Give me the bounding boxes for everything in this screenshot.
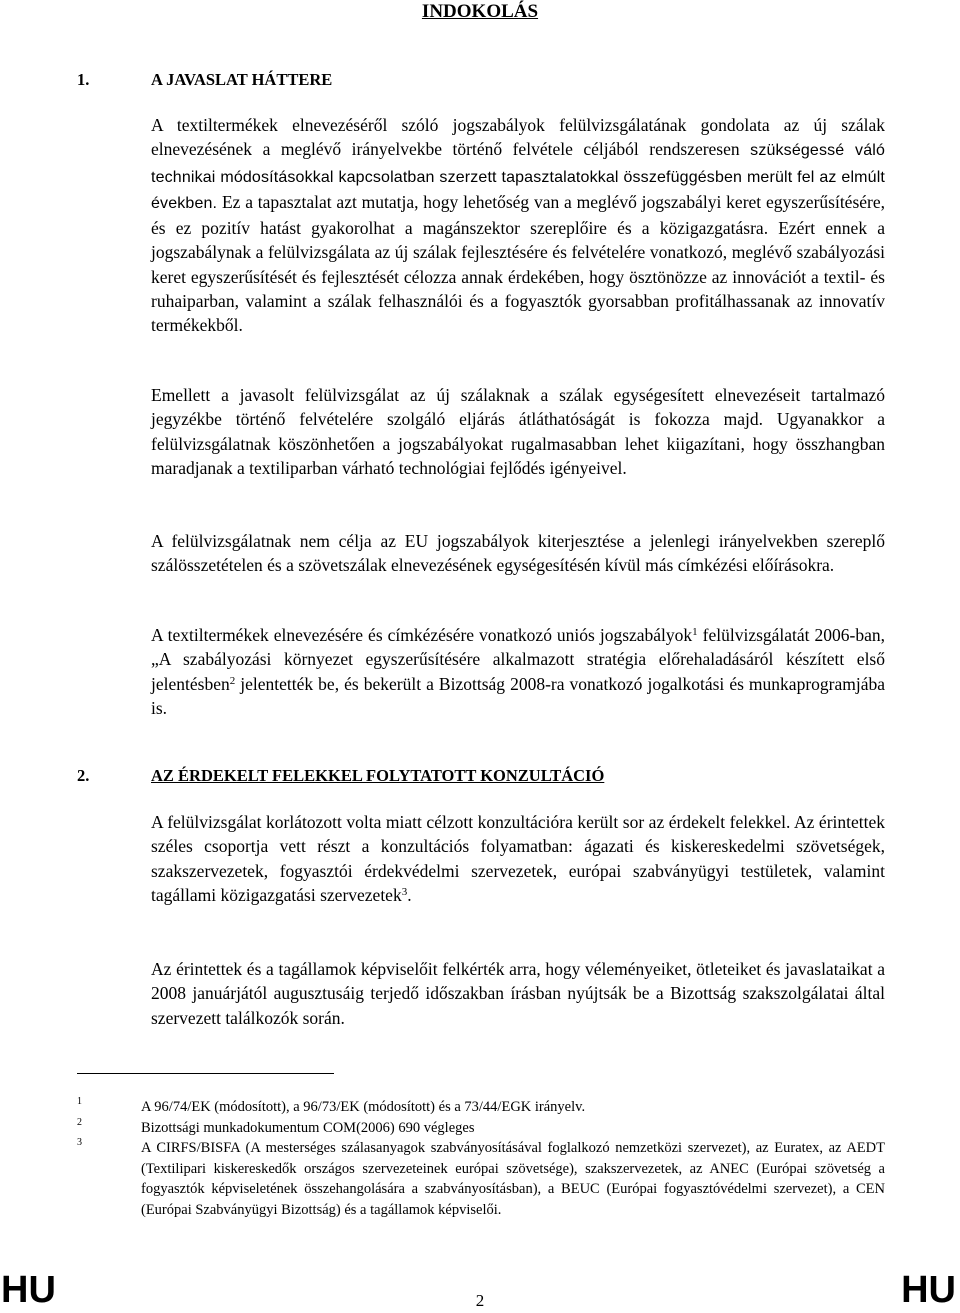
paragraph-1-end: Ez a tapasztalat azt mutatja, hogy lehetőség van a meglévő jogszabályi keret egyszerűsítésére, és ez pozitív hatást gyakorolhat a magánszektor szereplőire és a közigazgatásra. Ezért ennek a jogszabálynak a felülvizsgálata az új szálak fejlesztésére és felvételére vonatkozó, meglévő szabályozási keret egyszerűsítését és fejlesztését célozza annak érdekében, hogy ösztönözze az innovációt a textil- és ruhaiparban, valamint a szálak felhasználói és a fogyasztók gyorsabban profitálhassanak az innovatív termékekből. — [151, 191, 885, 336]
paragraph-4-part-b: felülvizsgálatát 2006-ban, „A szabályozási környezet egyszerűsítésére alkalmazott stratégia előrehaladásáról készített első jelentésben — [151, 625, 885, 694]
footnote-ref-3[interactable]: 3 — [401, 885, 408, 898]
footnote-ref-2[interactable]: 2 — [229, 674, 236, 687]
footer-language-right: HU — [901, 1269, 956, 1311]
section-2-title: AZ ÉRDEKELT FELEKKEL FOLYTATOTT KONZULTÁCIÓ — [151, 766, 605, 785]
footnotes — [77, 1097, 885, 1220]
footnote-mark: 2 — [77, 1116, 82, 1128]
paragraph-2: Emellett a javasolt felülvizsgálat az új szálaknak a szálak egységesített elnevezéseit tartalmazó jegyzékbe történő felvételére szolgáló eljárás átláthatóságát is fokozza majd. Ugyanakkor a felülvizsgálatnak köszönhetően a jogszabályokat rugalmasabban lehet kiigazítani, hogy összhangban maradjanak a textiliparban várható technológiai fejlődés igényeivel. — [151, 385, 885, 478]
page-number: 2 — [475, 1291, 485, 1310]
section-1-title: A JAVASLAT HÁTTERE — [151, 70, 333, 89]
footer-language-left: HU — [1, 1269, 56, 1311]
footnote-separator — [77, 1073, 334, 1074]
paragraph-4 — [151, 623, 885, 720]
paragraph-6: Az érintettek és a tagállamok képviselőit felkérték arra, hogy véleményeiket, ötleteiket és javaslataikat a 2008 januárjától augusztusáig terjedő időszakban írásban nyújtsák be a Bizottság szakszolgálatai által szervezett találkozók során. — [151, 959, 885, 1028]
paragraph-1 — [151, 113, 885, 338]
footnote-item — [77, 1097, 885, 1118]
paragraph-4-part-a: A textiltermékek elnevezésére és címkézésére vonatkozó uniós jogszabályok — [151, 625, 693, 645]
paragraph-4-part-c: jelentették be, és bekerült a Bizottság 2008-ra vonatkozó jogalkotási és munkaprogramjába is. — [151, 673, 885, 718]
footnote-text: A 96/74/EK (módosított), a 96/73/EK (módosított) és a 73/44/EGK irányelv. — [141, 1099, 586, 1115]
footnote-mark: 3 — [77, 1137, 82, 1148]
section-1-number: 1. — [77, 70, 90, 89]
paragraph-1-sans-segment: szükségessé váló technikai módosításokkal kapcsolatban szerzett tapasztalatokkal összefüggésben merült fel az elmúlt években. — [151, 142, 886, 212]
paragraph-5 — [151, 810, 885, 907]
footnote-item — [77, 1118, 885, 1139]
paragraph-5-part-a: A felülvizsgálat korlátozott volta miatt célzott konzultációra került sor az érdekelt felekkel. Az érintettek széles csoportja vett részt a konzultációs folyamatban: ágazati és kiskereskedelmi szövetségek, szakszervezetek, fogyasztói érdekvédelmi szervezetek, európai szabványügyi testületek, valamint tagállami közigazgatási szervezetek — [151, 812, 885, 905]
paragraph-1-start: A textiltermékek elnevezéséről szóló jogszabályok felülvizsgálatának gondolata az új szálak elnevezésének a meglévő irányelvekbe történő felvétele céljából rendszeresen — [151, 115, 885, 160]
footnote-ref-1[interactable]: 1 — [692, 626, 698, 638]
footnote-item — [77, 1138, 885, 1220]
paragraph-3: A felülvizsgálatnak nem célja az EU jogszabályok kiterjesztése a jelenlegi irányelvekben szereplő szálösszetételen és a szövetszálak elnevezésének egységesítésén kívül más címkézési előírásokra. — [151, 531, 885, 576]
document-title: INDOKOLÁS — [421, 1, 539, 22]
footnote-mark: 1 — [77, 1096, 82, 1107]
footnote-text: Bizottsági munkadokumentum COM(2006) 690 végleges — [141, 1119, 475, 1136]
section-2-number: 2. — [77, 766, 90, 785]
paragraph-5-part-b: . — [407, 884, 412, 905]
footnote-text: A CIRFS/BISFA (A mesterséges szálasanyagok szabványosításával foglalkozó nemzetközi szervezet), az Euratex, az AEDT (Textilipari kiskereskedők országos szervezeteinek európai szövetsége), szakszervezetek, az ANEC (Európai szövetség a fogyasztók képviseletének összehangolására a szabványosításban), a BEUC (Európai fogyasztóvédelmi szervezet), a CEN (Európai Szabványügyi Bizottság) és a tagállamok képviselői. — [141, 1140, 885, 1218]
